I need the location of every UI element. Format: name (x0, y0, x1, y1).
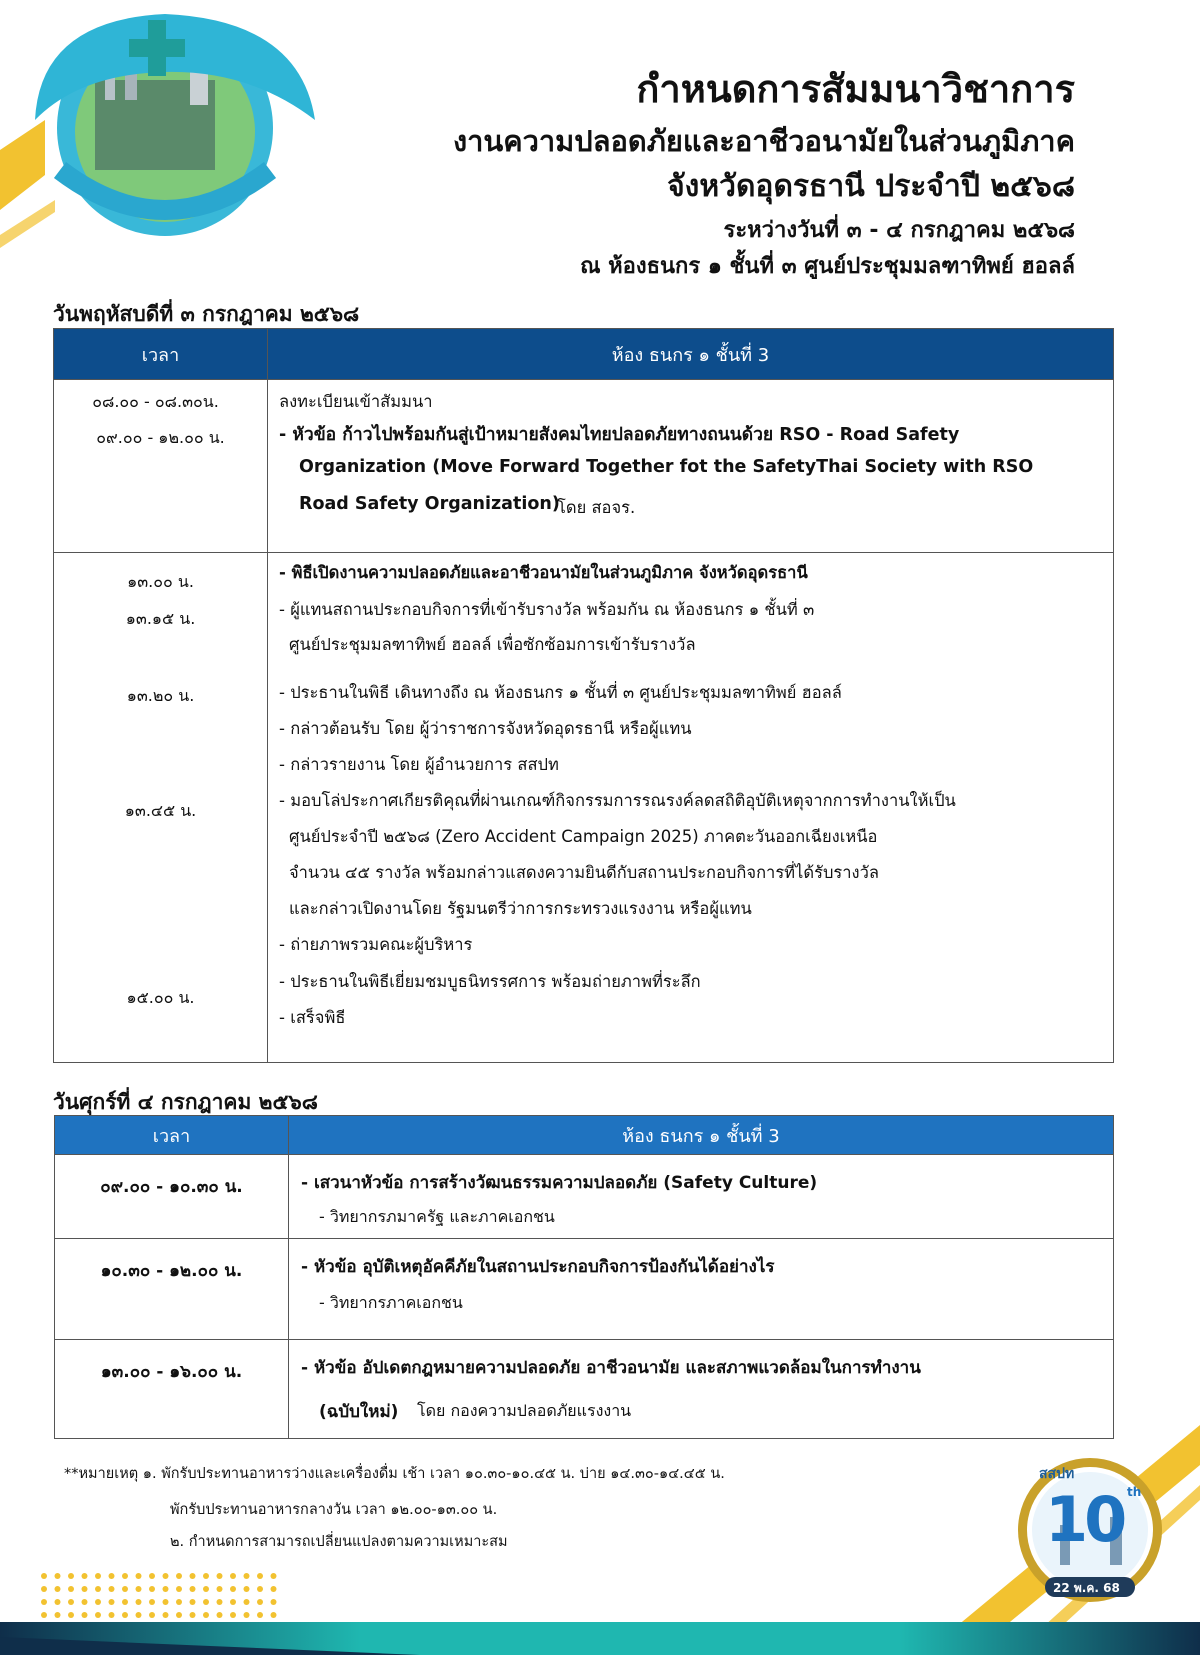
decorative-dot (55, 1599, 61, 1605)
footnote-line: พักรับประทานอาหารกลางวัน เวลา ๑๒.๐๐-๑๓.๐๐ น. (170, 1502, 498, 1518)
decorative-dot (257, 1612, 263, 1618)
activity-cell (268, 553, 1114, 1063)
activity-presenter: โดย สอจร. (557, 498, 636, 517)
decorative-dot (68, 1612, 74, 1618)
decorative-dot (190, 1586, 196, 1592)
decorative-dot (230, 1612, 236, 1618)
activity-line: จำนวน ๔๕ รางวัล พร้อมกล่าวแสดงความยินดีกับสถานประกอบกิจการที่ได้รับรางวัล (289, 863, 879, 882)
table-header-row (55, 1116, 1114, 1155)
decorative-dot (230, 1599, 236, 1605)
decorative-dot (149, 1573, 155, 1579)
decorative-dot (203, 1573, 209, 1579)
decorative-dot (82, 1599, 88, 1605)
decorative-dot (271, 1573, 277, 1579)
decorative-dot (95, 1573, 101, 1579)
decorative-dot (82, 1612, 88, 1618)
decorative-dot (176, 1612, 182, 1618)
decorative-dot (257, 1599, 263, 1605)
activity-line: - เสร็จพิธี (279, 1008, 346, 1027)
health-globe-logo-icon (0, 0, 330, 270)
activity-cell (289, 1239, 1114, 1340)
decorative-dot (203, 1586, 209, 1592)
decorative-dot (41, 1586, 47, 1592)
decorative-dot (217, 1612, 223, 1618)
session-topic: - เสวนาหัวข้อ การสร้างวัฒนธรรมความปลอดภัย (Safety Culture) (301, 1173, 818, 1193)
time-cell: ๑๐.๓๐ - ๑๒.๐๐ น. (55, 1239, 289, 1340)
decorative-dot (95, 1586, 101, 1592)
decorative-dot (190, 1612, 196, 1618)
decorative-dot (257, 1586, 263, 1592)
session-presenter: โดย กองความปลอดภัยแรงงาน (417, 1401, 632, 1420)
decorative-dot (149, 1599, 155, 1605)
day2-title: วันศุกร์ที่ ๔ กรกฎาคม ๒๕๖๘ (53, 1090, 318, 1114)
time-cell (54, 553, 268, 1063)
decorative-dot (68, 1573, 74, 1579)
badge-suffix: th (1127, 1485, 1142, 1499)
decorative-dot (55, 1586, 61, 1592)
day1-title: วันพฤหัสบดีที่ ๓ กรกฎาคม ๒๕๖๘ (53, 302, 360, 326)
activity-line: - ประธานในพิธี เดินทางถึง ณ ห้องธนกร ๑ ชั้นที่ ๓ ศูนย์ประชุมมลฑาทิพย์ ฮอลล์ (279, 683, 842, 702)
page-title: กำหนดการสัมมนาวิชาการ (636, 67, 1075, 111)
decorative-dot (68, 1586, 74, 1592)
activity-line: - ถ่ายภาพรวมคณะผู้บริหาร (279, 935, 473, 954)
decorative-dot (136, 1586, 142, 1592)
decorative-dot (82, 1573, 88, 1579)
column-header-room: ห้อง ธนกร ๑ ชั้นที่ 3 (289, 1116, 1114, 1155)
decorative-dot (109, 1612, 115, 1618)
decorative-dot (149, 1612, 155, 1618)
badge-date: 22 พ.ค. 68 (1053, 1581, 1120, 1595)
time-label: ๑๓.๔๕ น. (124, 801, 197, 820)
time-label: ๑๓.๑๕ น. (125, 609, 196, 628)
table-header-row (54, 329, 1114, 380)
decorative-dot (271, 1586, 277, 1592)
time-label: ๑๓.๐๐ น. (127, 572, 194, 591)
activity-cell (289, 1155, 1114, 1239)
decorative-dot (176, 1586, 182, 1592)
decorative-dot (122, 1586, 128, 1592)
decorative-dot (217, 1599, 223, 1605)
decorative-dot (244, 1586, 250, 1592)
activity-line: และกล่าวเปิดงานโดย รัฐมนตรีว่าการกระทรวงแรงงาน หรือผู้แทน (289, 899, 752, 918)
table-row (54, 380, 1114, 553)
decorative-dot (82, 1586, 88, 1592)
badge-label: สสปท (1039, 1466, 1075, 1482)
decorative-dot (109, 1573, 115, 1579)
decorative-dot (55, 1573, 61, 1579)
decorative-dot (230, 1573, 236, 1579)
decorative-dot (122, 1612, 128, 1618)
decorative-dot (244, 1573, 250, 1579)
decorative-dot (190, 1573, 196, 1579)
decorative-dot (244, 1612, 250, 1618)
session-topic-cont: (ฉบับใหม่) (319, 1402, 399, 1422)
activity-line: Organization (Move Forward Together fot the SafetyThai Society with RSO (299, 457, 1034, 477)
event-date-range: ระหว่างวันที่ ๓ - ๔ กรกฎาคม ๒๕๖๘ (723, 218, 1075, 243)
decorative-dot (176, 1599, 182, 1605)
column-header-time: เวลา (54, 329, 268, 380)
decorative-dot (41, 1599, 47, 1605)
event-venue: ณ ห้องธนกร ๑ ชั้นที่ ๓ ศูนย์ประชุมมลฑาทิพย์ ฮอลล์ (580, 254, 1075, 279)
footnote-line: **หมายเหตุ ๑. พักรับประทานอาหารว่างและเครื่องดื่ม เช้า เวลา ๑๐.๓๐-๑๐.๔๕ น. บ่าย ๑๔.๓๐-๑๔.๔๕ น. (64, 1466, 725, 1482)
decorative-dot (203, 1599, 209, 1605)
decorative-dot (136, 1573, 142, 1579)
day1-schedule-table (53, 328, 1114, 1063)
time-label: ๐๙.๐๐ - ๑๒.๐๐ น. (96, 428, 225, 447)
badge-number: 10 (1045, 1483, 1124, 1556)
event-province-year: จังหวัดอุดรธานี ประจำปี ๒๕๖๘ (667, 169, 1075, 204)
decorative-dot (176, 1573, 182, 1579)
time-cell (54, 380, 268, 553)
activity-line: - กล่าวรายงาน โดย ผู้อำนวยการ สสปท (279, 755, 559, 774)
session-topic: - หัวข้อ อุบัติเหตุอัคคีภัยในสถานประกอบกิจการป้องกันได้อย่างไร (301, 1257, 775, 1277)
activity-line: - พิธีเปิดงานความปลอดภัยและอาชีวอนามัยในส่วนภูมิภาค จังหวัดอุดรธานี (279, 563, 808, 582)
activity-line: ศูนย์ประชุมมลฑาทิพย์ ฮอลล์ เพื่อซักซ้อมการเข้ารับรางวัล (289, 635, 696, 654)
activity-line: - ผู้แทนสถานประกอบกิจการที่เข้ารับรางวัล พร้อมกัน ณ ห้องธนกร ๑ ชั้นที่ ๓ (279, 600, 815, 619)
time-cell: ๑๓.๐๐ - ๑๖.๐๐ น. (55, 1340, 289, 1439)
decorative-dot (136, 1599, 142, 1605)
decorative-dot (95, 1599, 101, 1605)
activity-line: - ประธานในพิธีเยี่ยมชมบูธนิทรรศการ พร้อมถ่ายภาพที่ระลึก (279, 972, 701, 991)
event-subtitle: งานความปลอดภัยและอาชีวอนามัยในส่วนภูมิภาค (452, 124, 1075, 158)
column-header-time: เวลา (55, 1116, 289, 1155)
time-cell: ๐๙.๐๐ - ๑๐.๓๐ น. (55, 1155, 289, 1239)
decorative-dot (109, 1599, 115, 1605)
session-topic: - หัวข้อ อัปเดตกฎหมายความปลอดภัย อาชีวอนามัย และสภาพแวดล้อมในการทำงาน (301, 1358, 921, 1378)
decorative-dot (230, 1586, 236, 1592)
activity-line: - มอบโล่ประกาศเกียรติคุณที่ผ่านเกณฑ์กิจกรรมการรณรงค์ลดสถิติอุบัติเหตุจากการทำงานให้เป็น (279, 791, 956, 810)
decorative-dot (68, 1599, 74, 1605)
decorative-dot (95, 1612, 101, 1618)
decorative-dot (55, 1612, 61, 1618)
decorative-dot (217, 1586, 223, 1592)
decorative-dot (257, 1573, 263, 1579)
activity-line: ลงทะเบียนเข้าสัมมนา (279, 392, 433, 411)
decorative-dot (163, 1599, 169, 1605)
decorative-dot (41, 1612, 47, 1618)
table-row (55, 1155, 1114, 1239)
session-speaker: - วิทยากรภาคเอกชน (319, 1293, 463, 1312)
decorative-dot (217, 1573, 223, 1579)
activity-cell (268, 380, 1114, 553)
time-label: ๑๕.๐๐ น. (126, 988, 195, 1007)
column-header-room: ห้อง ธนกร ๑ ชั้นที่ 3 (268, 329, 1114, 380)
table-row (54, 553, 1114, 1063)
activity-line: Road Safety Organization) (299, 494, 560, 514)
decorative-dot (122, 1573, 128, 1579)
session-speaker: - วิทยากรภมาครัฐ และภาคเอกชน (319, 1207, 555, 1226)
decorative-dots-icon (40, 1572, 290, 1624)
decorative-dot (271, 1599, 277, 1605)
decorative-dot (122, 1599, 128, 1605)
activity-line: - หัวข้อ ก้าวไปพร้อมกันสู่เป้าหมายสังคมไทยปลอดภัยทางถนนด้วย RSO - Road Safety (279, 425, 960, 445)
decorative-dot (149, 1586, 155, 1592)
time-label: ๐๘.๐๐ - ๐๘.๓๐น. (92, 392, 219, 411)
activity-line: - กล่าวต้อนรับ โดย ผู้ว่าราชการจังหวัดอุดรธานี หรือผู้แทน (279, 719, 692, 738)
decorative-dot (163, 1612, 169, 1618)
bottom-band (0, 1622, 1200, 1655)
activity-line: ศูนย์ประจำปี ๒๕๖๘ (Zero Accident Campaign 2025) ภาคตะวันออกเฉียงเหนือ (289, 827, 878, 846)
decorative-dot (203, 1612, 209, 1618)
decorative-dot (109, 1586, 115, 1592)
decorative-dot (136, 1612, 142, 1618)
decorative-dot (271, 1612, 277, 1618)
time-label: ๑๓.๒๐ น. (126, 686, 195, 705)
decorative-dot (163, 1573, 169, 1579)
footnote-line: ๒. กำหนดการสามารถเปลี่ยนแปลงตามความเหมาะสม (170, 1534, 508, 1550)
decorative-dot (190, 1599, 196, 1605)
table-row (55, 1239, 1114, 1340)
decorative-dot (163, 1586, 169, 1592)
decorative-dot (244, 1599, 250, 1605)
anniversary-badge (1015, 1455, 1165, 1609)
decorative-dot (41, 1573, 47, 1579)
